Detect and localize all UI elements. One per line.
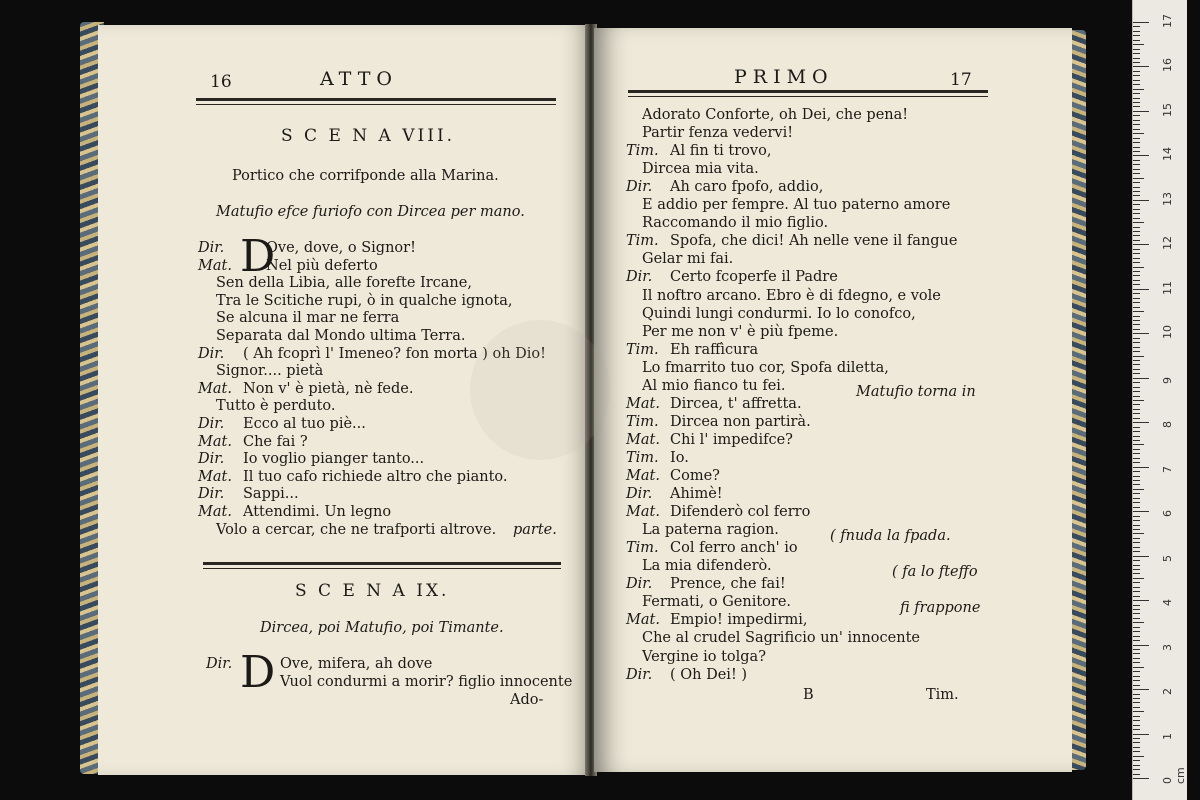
ruler-tick bbox=[1133, 734, 1149, 735]
measurement-ruler bbox=[1132, 0, 1187, 800]
scene-rule bbox=[203, 562, 561, 565]
ruler-tick bbox=[1133, 476, 1140, 477]
verse-line: Il tuo cafo richiede altro che pianto. bbox=[243, 468, 508, 485]
ruler-tick bbox=[1133, 351, 1140, 352]
ruler-tick bbox=[1133, 240, 1140, 241]
ruler-tick bbox=[1133, 458, 1140, 459]
verse-line: Vergine io tolga? bbox=[642, 648, 766, 665]
ruler-tick bbox=[1133, 676, 1140, 677]
stage-direction-torna: Matufio torna in bbox=[856, 384, 976, 400]
speaker-label: Dir. bbox=[198, 345, 225, 362]
ruler-tick bbox=[1133, 613, 1140, 614]
speaker-label: Mat. bbox=[198, 257, 232, 274]
ruler-tick bbox=[1133, 631, 1140, 632]
ruler-tick bbox=[1133, 382, 1140, 383]
ruler-tick bbox=[1133, 685, 1140, 686]
verse-line: Quindi lungi condurmi. Io lo conofco, bbox=[642, 305, 916, 322]
ruler-tick bbox=[1133, 680, 1140, 681]
ruler-tick bbox=[1133, 778, 1149, 779]
ruler-tick bbox=[1133, 44, 1144, 45]
ruler-tick bbox=[1133, 169, 1140, 170]
ruler-tick bbox=[1133, 413, 1140, 414]
ruler-number: 6 bbox=[1161, 510, 1174, 518]
verse-line: Ahimè! bbox=[670, 486, 723, 503]
ruler-tick bbox=[1133, 373, 1140, 374]
verse-line: Prence, che fai! bbox=[670, 576, 786, 593]
verse-line: Che al crudel Sagrificio un' innocente bbox=[642, 630, 920, 647]
ruler-tick bbox=[1133, 422, 1149, 423]
running-head-right: PRIMO bbox=[734, 66, 834, 88]
ruler-tick bbox=[1133, 391, 1140, 392]
ruler-number: 9 bbox=[1161, 376, 1174, 384]
ruler-tick bbox=[1133, 449, 1140, 450]
ruler-tick bbox=[1133, 502, 1140, 503]
ruler-tick bbox=[1133, 111, 1149, 112]
ruler-tick bbox=[1133, 58, 1140, 59]
ruler-tick bbox=[1133, 769, 1140, 770]
scene-heading-8: S C E N A VIII. bbox=[281, 126, 456, 146]
ruler-tick bbox=[1133, 658, 1140, 659]
ruler-tick bbox=[1133, 542, 1140, 543]
ruler-tick bbox=[1133, 591, 1140, 592]
ruler-tick bbox=[1133, 120, 1140, 121]
ruler-tick bbox=[1133, 360, 1140, 361]
ruler-tick bbox=[1133, 765, 1140, 766]
verse-line: Col ferro anch' io bbox=[670, 540, 798, 557]
ruler-number: 16 bbox=[1161, 58, 1174, 73]
ruler-tick bbox=[1133, 587, 1140, 588]
verse-line: Volo a cercar, che ne trafporti altrove. bbox=[216, 521, 497, 538]
ruler-tick bbox=[1133, 289, 1149, 290]
ruler-tick bbox=[1133, 129, 1140, 130]
ruler-number: 4 bbox=[1161, 599, 1174, 607]
speaker-label: Mat. bbox=[198, 504, 232, 520]
ruler-tick bbox=[1133, 396, 1140, 397]
ruler-tick bbox=[1133, 53, 1140, 54]
ruler-tick bbox=[1133, 178, 1144, 179]
ruler-tick bbox=[1133, 742, 1140, 743]
verse-line: Certo fcoperfe il Padre bbox=[670, 269, 838, 286]
speaker-label: Mat. bbox=[198, 468, 232, 485]
ruler-tick bbox=[1133, 751, 1140, 752]
verse-line: Sen della Libia, alle forefte Ircane, bbox=[216, 275, 472, 292]
ruler-tick bbox=[1133, 711, 1144, 712]
verse-line: Partir fenza vedervi! bbox=[642, 125, 794, 142]
ruler-tick bbox=[1133, 529, 1140, 530]
head-rule-right bbox=[628, 90, 988, 93]
ruler-number: 12 bbox=[1161, 236, 1174, 251]
ruler-tick bbox=[1133, 605, 1140, 606]
verse-line: Tutto è perduto. bbox=[216, 398, 336, 415]
ruler-tick bbox=[1133, 316, 1140, 317]
drop-cap-2: D bbox=[240, 647, 276, 698]
verse-line: Difenderò col ferro bbox=[670, 504, 811, 521]
ruler-tick bbox=[1133, 187, 1140, 188]
ruler-tick bbox=[1133, 71, 1140, 72]
verse-line: Ove, mifera, ah dove bbox=[280, 656, 433, 672]
stage-direction-snuda: ( fnuda la fpada. bbox=[830, 528, 951, 544]
ruler-tick bbox=[1133, 249, 1140, 250]
ruler-tick bbox=[1133, 493, 1140, 494]
ruler-tick bbox=[1133, 760, 1140, 761]
ruler-tick bbox=[1133, 649, 1140, 650]
ruler-number: 7 bbox=[1161, 465, 1174, 473]
verse-line: Che fai ? bbox=[243, 433, 308, 450]
ruler-tick bbox=[1133, 271, 1140, 272]
ruler-tick bbox=[1133, 578, 1144, 579]
ruler-tick bbox=[1133, 62, 1140, 63]
speaker-label: Dir. bbox=[198, 451, 225, 468]
ruler-tick bbox=[1133, 569, 1140, 570]
ruler-tick bbox=[1133, 462, 1140, 463]
speaker-label: Mat. bbox=[626, 612, 660, 629]
ruler-tick bbox=[1133, 155, 1149, 156]
ruler-tick bbox=[1133, 49, 1140, 50]
ruler-tick bbox=[1133, 600, 1149, 601]
verse-line: Fermati, o Genitore. bbox=[642, 594, 792, 611]
stage-direction-frappone: fi frappone bbox=[900, 600, 981, 616]
ruler-tick bbox=[1133, 520, 1140, 521]
ruler-tick bbox=[1133, 329, 1140, 330]
verse-line: La mia difenderò. bbox=[642, 558, 772, 575]
ruler-tick bbox=[1133, 115, 1140, 116]
ruler-tick bbox=[1133, 609, 1140, 610]
ruler-tick bbox=[1133, 653, 1140, 654]
ruler-tick bbox=[1133, 444, 1144, 445]
ruler-tick bbox=[1133, 480, 1140, 481]
verse-line: Il noftro arcano. Ebro è di fdegno, e vole bbox=[642, 287, 941, 304]
ruler-tick bbox=[1133, 427, 1140, 428]
verse-line: Al fin ti trovo, bbox=[670, 143, 772, 160]
ruler-tick bbox=[1133, 98, 1140, 99]
ruler-tick bbox=[1133, 200, 1149, 201]
ruler-tick bbox=[1133, 618, 1140, 619]
ruler-tick bbox=[1133, 507, 1140, 508]
ruler-tick bbox=[1133, 218, 1140, 219]
ruler-tick bbox=[1133, 164, 1140, 165]
ruler-number: 3 bbox=[1161, 643, 1174, 651]
verse-line: Per me non v' è più fpeme. bbox=[642, 323, 839, 340]
speaker-label: Mat. bbox=[198, 380, 232, 397]
ruler-tick bbox=[1133, 31, 1140, 32]
ruler-tick bbox=[1133, 84, 1140, 85]
ruler-tick bbox=[1133, 191, 1140, 192]
ruler-tick bbox=[1133, 387, 1140, 388]
ruler-tick bbox=[1133, 35, 1140, 36]
ruler-tick bbox=[1133, 280, 1140, 281]
ruler-tick bbox=[1133, 26, 1140, 27]
catchword: Tim. bbox=[926, 687, 959, 703]
ruler-tick bbox=[1133, 725, 1140, 726]
ruler-tick bbox=[1133, 418, 1140, 419]
ruler-tick bbox=[1133, 400, 1144, 401]
verse-line: Spofa, che dici! Ah nelle vene il fangue bbox=[670, 233, 958, 250]
right-page bbox=[594, 28, 1072, 772]
ruler-number: 13 bbox=[1161, 191, 1174, 206]
speaker-label: Dir. bbox=[626, 666, 653, 683]
ruler-tick bbox=[1133, 227, 1140, 228]
ruler-tick bbox=[1133, 573, 1140, 574]
ruler-tick bbox=[1133, 774, 1140, 775]
verse-line: Eh raffìcura bbox=[670, 341, 759, 358]
ruler-tick bbox=[1133, 262, 1140, 263]
speaker-label: Dir. bbox=[198, 486, 225, 503]
ruler-tick bbox=[1133, 627, 1140, 628]
ruler-tick bbox=[1133, 244, 1149, 245]
verse-line: Ah caro fpofo, addio, bbox=[670, 179, 824, 196]
ruler-tick bbox=[1133, 409, 1140, 410]
ruler-tick bbox=[1133, 133, 1144, 134]
ruler-number: 11 bbox=[1161, 280, 1174, 295]
verse-line: Raccomando il mio figlio. bbox=[642, 215, 829, 232]
ruler-tick bbox=[1133, 333, 1149, 334]
ruler-tick bbox=[1133, 636, 1140, 637]
ruler-tick bbox=[1133, 671, 1140, 672]
speaker-label: Mat. bbox=[626, 431, 660, 448]
ruler-tick bbox=[1133, 484, 1140, 485]
running-head-left: ATTO bbox=[320, 68, 398, 90]
ruler-tick bbox=[1133, 436, 1140, 437]
ruler-tick bbox=[1133, 173, 1140, 174]
ruler-tick bbox=[1133, 235, 1140, 236]
ruler-tick bbox=[1133, 694, 1140, 695]
ruler-tick bbox=[1133, 516, 1140, 517]
verse-line: Separata dal Mondo ultima Terra. bbox=[216, 328, 466, 344]
ruler-tick bbox=[1133, 93, 1140, 94]
verse-line: Signor.... pietà bbox=[216, 363, 324, 380]
ruler-tick bbox=[1133, 471, 1140, 472]
speaker-label: Mat. bbox=[198, 433, 232, 450]
verse-line: E addio per fempre. Al tuo paterno amore bbox=[642, 197, 951, 214]
ruler-tick bbox=[1133, 525, 1140, 526]
ruler-tick bbox=[1133, 160, 1140, 161]
verse-line: Non v' è pietà, nè fede. bbox=[243, 380, 414, 397]
ruler-tick bbox=[1133, 284, 1140, 285]
ruler-tick bbox=[1133, 667, 1144, 668]
ruler-tick bbox=[1133, 720, 1140, 721]
verse-line: La paterna ragion. bbox=[642, 522, 779, 539]
ruler-tick bbox=[1133, 547, 1140, 548]
ruler-tick bbox=[1133, 453, 1140, 454]
ruler-tick bbox=[1133, 716, 1140, 717]
ruler-tick bbox=[1133, 302, 1140, 303]
ruler-number: 15 bbox=[1161, 102, 1174, 117]
ruler-number: 0 cm bbox=[1161, 767, 1187, 784]
verse-line: Ecco al tuo piè... bbox=[243, 416, 366, 432]
verse-line: Se alcuna il mar ne ferra bbox=[216, 310, 400, 327]
ruler-tick bbox=[1133, 551, 1140, 552]
speaker-label: Dir. bbox=[626, 576, 653, 593]
ruler-tick bbox=[1133, 565, 1140, 566]
ruler-tick bbox=[1133, 378, 1149, 379]
ruler-tick bbox=[1133, 707, 1140, 708]
scene-setting: Portico che corrifponde alla Marina. bbox=[232, 168, 499, 184]
ruler-tick bbox=[1133, 347, 1140, 348]
verse-line: Io. bbox=[670, 449, 689, 466]
ruler-tick bbox=[1133, 582, 1140, 583]
ruler-tick bbox=[1133, 729, 1140, 730]
ruler-tick bbox=[1133, 369, 1140, 370]
verse-line: Io voglio pianger tanto... bbox=[243, 451, 425, 468]
ruler-tick bbox=[1133, 533, 1144, 534]
ruler-tick bbox=[1133, 209, 1140, 210]
stage-direction: Matufio efce furiofo con Dircea per mano. bbox=[216, 204, 525, 220]
ruler-tick bbox=[1133, 364, 1140, 365]
ruler-tick bbox=[1133, 738, 1140, 739]
ruler-tick bbox=[1133, 147, 1140, 148]
ruler-tick bbox=[1133, 338, 1140, 339]
verse-line: ( Oh Dei! ) bbox=[670, 666, 748, 683]
ruler-tick bbox=[1133, 195, 1140, 196]
ruler-tick bbox=[1133, 275, 1140, 276]
page-number-left: 16 bbox=[210, 72, 232, 92]
head-rule-thin bbox=[196, 104, 556, 105]
ruler-tick bbox=[1133, 307, 1140, 308]
verse-line: Attendimi. Un legno bbox=[243, 504, 392, 520]
ruler-tick bbox=[1133, 142, 1140, 143]
scene-heading-9: S C E N A IX. bbox=[295, 581, 450, 601]
ruler-tick bbox=[1133, 662, 1140, 663]
ruler-tick bbox=[1133, 640, 1140, 641]
ruler-tick bbox=[1133, 89, 1144, 90]
ruler-tick bbox=[1133, 556, 1149, 557]
ruler-tick bbox=[1133, 324, 1140, 325]
ruler-tick bbox=[1133, 747, 1140, 748]
verse-line: Dircea, t' affretta. bbox=[670, 395, 802, 412]
ruler-number: 5 bbox=[1161, 554, 1174, 562]
ruler-tick bbox=[1133, 124, 1140, 125]
ruler-tick bbox=[1133, 702, 1140, 703]
ruler-tick bbox=[1133, 222, 1144, 223]
ruler-tick bbox=[1133, 489, 1144, 490]
ruler-tick bbox=[1133, 356, 1144, 357]
ruler-tick bbox=[1133, 560, 1140, 561]
ruler-tick bbox=[1133, 689, 1149, 690]
ruler-tick bbox=[1133, 253, 1140, 254]
scene-rule-thin bbox=[203, 568, 561, 569]
ruler-tick bbox=[1133, 320, 1140, 321]
verse-line: Gelar mi fai. bbox=[642, 251, 734, 268]
verse-line: Dircea non partirà. bbox=[670, 413, 811, 430]
speaker-label: Dir. bbox=[626, 179, 653, 196]
ruler-tick bbox=[1133, 293, 1140, 294]
speaker-label: Tim. bbox=[626, 449, 659, 466]
ruler-number: 14 bbox=[1161, 147, 1174, 162]
ruler-number: 10 bbox=[1161, 325, 1174, 340]
verse-line: Come? bbox=[670, 468, 720, 484]
speaker-label: Dir. bbox=[198, 240, 225, 256]
verse-line: Ove, dove, o Signor! bbox=[266, 240, 416, 256]
verse-line: Dircea mia vita. bbox=[642, 161, 759, 178]
verse-line: Ado- bbox=[510, 692, 544, 708]
verse-line: Sappi... bbox=[243, 486, 299, 503]
ruler-tick bbox=[1133, 258, 1140, 259]
speaker-label: Dir. bbox=[626, 269, 653, 286]
ruler-number: 2 bbox=[1161, 688, 1174, 696]
ruler-tick bbox=[1133, 182, 1140, 183]
ruler-tick bbox=[1133, 231, 1140, 232]
ruler-tick bbox=[1133, 622, 1144, 623]
ruler-tick bbox=[1133, 204, 1140, 205]
verse-line: Adorato Conforte, oh Dei, che pena! bbox=[642, 107, 909, 123]
speaker-label: Dir. bbox=[626, 486, 653, 503]
verse-line: ( Ah fcoprì l' Imeneo? fon morta ) oh Dio! bbox=[243, 345, 546, 362]
stage-direction-9: Dircea, poi Matufio, poi Timante. bbox=[260, 620, 504, 636]
head-rule-right-thin bbox=[628, 96, 988, 97]
verse-line: Al mio fianco tu fei. bbox=[642, 377, 786, 394]
signature-mark: B bbox=[803, 687, 814, 703]
speaker-label: Tim. bbox=[626, 413, 659, 430]
speaker-label: Dir. bbox=[206, 656, 233, 672]
ruler-tick bbox=[1133, 440, 1140, 441]
verse-line: Chi l' impedifce? bbox=[670, 431, 793, 448]
verse-line: Vuol condurmi a morir? figlio innocente bbox=[280, 674, 573, 690]
ruler-number: 8 bbox=[1161, 421, 1174, 429]
ruler-tick bbox=[1133, 467, 1149, 468]
ruler-tick bbox=[1133, 756, 1144, 757]
ruler-tick bbox=[1133, 431, 1140, 432]
speaker-label: Dir. bbox=[198, 416, 225, 432]
verse-line: Tra le Scitiche rupi, ò in qualche ignota, bbox=[216, 292, 513, 309]
head-rule bbox=[196, 98, 556, 101]
ruler-tick bbox=[1133, 538, 1140, 539]
stage-direction-fa: ( fa lo fteffo bbox=[892, 564, 978, 580]
drop-cap: D bbox=[240, 231, 276, 282]
speaker-label: Tim. bbox=[626, 341, 659, 358]
ruler-tick bbox=[1133, 106, 1140, 107]
ruler-tick bbox=[1133, 138, 1140, 139]
ruler-number: 17 bbox=[1161, 14, 1174, 28]
speaker-label: Tim. bbox=[626, 143, 659, 160]
ruler-tick bbox=[1133, 404, 1140, 405]
ruler-tick bbox=[1133, 213, 1140, 214]
watermark-logo bbox=[470, 320, 610, 460]
page-number-right: 17 bbox=[950, 70, 972, 90]
ruler-tick bbox=[1133, 66, 1149, 67]
speaker-label: Mat. bbox=[626, 504, 660, 521]
ruler-tick bbox=[1133, 80, 1140, 81]
ruler-tick bbox=[1133, 342, 1140, 343]
ruler-tick bbox=[1133, 102, 1140, 103]
ruler-tick bbox=[1133, 151, 1140, 152]
ruler-tick bbox=[1133, 22, 1149, 23]
speaker-label: Tim. bbox=[626, 233, 659, 250]
ruler-tick bbox=[1133, 267, 1144, 268]
ruler-tick bbox=[1133, 75, 1140, 76]
ruler-tick bbox=[1133, 40, 1140, 41]
verse-line: Empio! impedirmi, bbox=[670, 612, 808, 629]
verse-line: Nel più deferto bbox=[266, 257, 378, 274]
ruler-tick bbox=[1133, 511, 1149, 512]
ruler-tick bbox=[1133, 498, 1140, 499]
ruler-tick bbox=[1133, 311, 1144, 312]
ruler-tick bbox=[1133, 645, 1149, 646]
verse-line: parte. bbox=[513, 521, 557, 538]
speaker-label: Mat. bbox=[626, 395, 660, 412]
ruler-number: 1 bbox=[1161, 732, 1174, 740]
verse-line: Lo fmarrito tuo cor, Spofa diletta, bbox=[642, 359, 889, 376]
ruler-tick bbox=[1133, 698, 1140, 699]
ruler-tick bbox=[1133, 298, 1140, 299]
speaker-label: Mat. bbox=[626, 468, 660, 484]
ruler-tick bbox=[1133, 596, 1140, 597]
speaker-label: Tim. bbox=[626, 540, 659, 557]
